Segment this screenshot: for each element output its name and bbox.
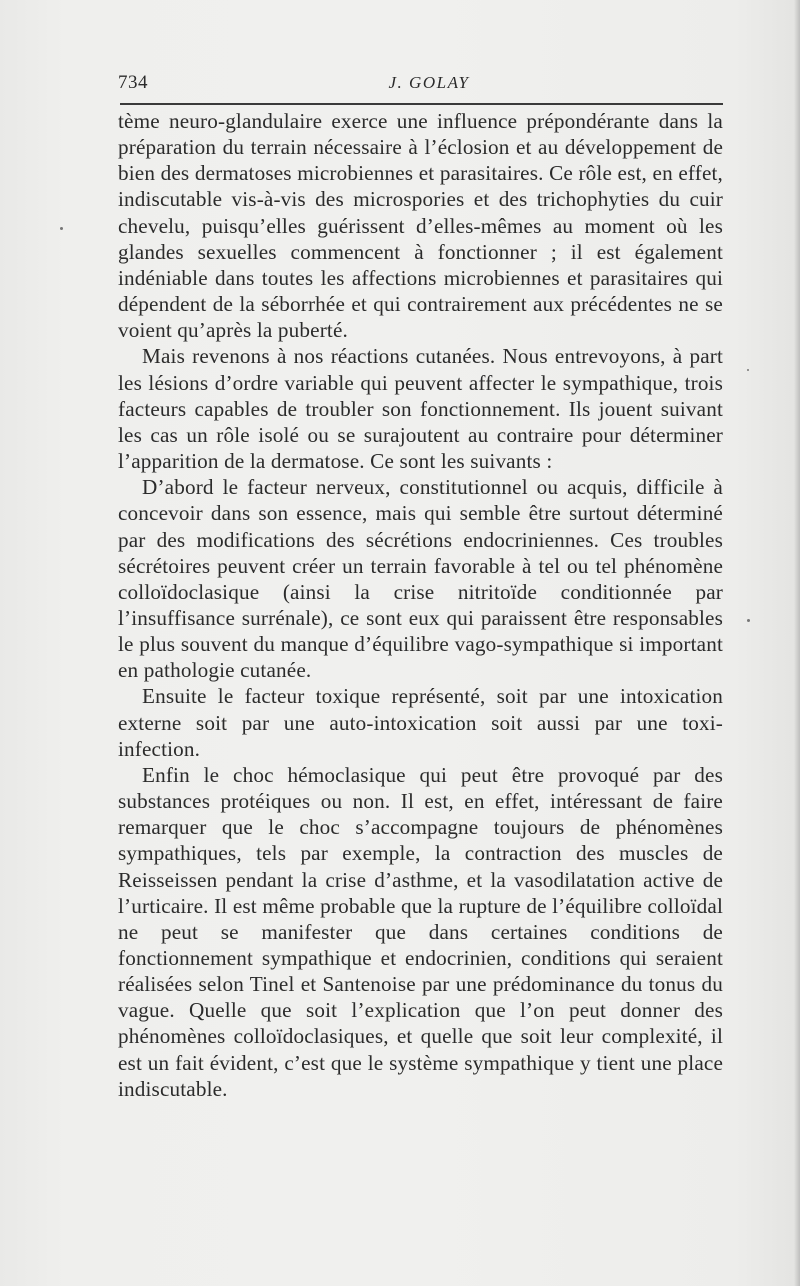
header-rule [120, 103, 723, 105]
paper-speck [747, 369, 749, 371]
paragraph-continuation: tème neuro-glandulaire exerce une influence prépondérante dans la préparation du terrain nécessaire à l’éclosion et au développement de bien des dermatoses microbiennes et parasitaires. Ce rôle est, en effet, indiscutable vis-à-vis des microspories et des trichophyties du cuir chevelu, puisqu’elles guérissent d’elles-mêmes au moment où les glandes sexuelles commencent à fonctionner ; il est également indéniable dans toutes les affections microbiennes et parasitaires qui dépendent de la séborrhée et qui contrairement aux précédentes ne se voient qu’après la puberté. [118, 109, 723, 343]
running-head: J. GOLAY [388, 73, 470, 92]
body-text [118, 108, 723, 1102]
paragraph-facteur-nerveux: D’abord le facteur nerveux, constitutionnel ou acquis, difficile à concevoir dans son essence, mais qui semble être surtout déterminé par des modifications des sécrétions endocriniennes. Ces troubles sécrétoires peuvent créer un terrain favorable à tel ou tel phénomène colloïdoclasique (ainsi la crise nitritoïde conditionnée par l’insuffisance surrénale), ce sont eux qui paraissent être responsables le plus souvent du manque d’équilibre vago-sympathique si important en pathologie cutanée. [118, 475, 723, 683]
paper-speck [60, 227, 63, 230]
paragraph-choc-hemoclasique: Enfin le choc hémoclasique qui peut être provoqué par des substances protéiques ou non. Il est, en effet, intéressant de faire remarquer que le choc s’accompagne toujours de phénomènes sympathiques, tels par exemple, la contraction des muscles de Reisseissen pendant la crise d’asthme, et la vasodilatation active de l’urticaire. Il est même probable que la rupture de l’équilibre colloïdal ne peut se manifester que dans certaines conditions de fonctionnement sympathique et endocrinien, conditions qui seraient réalisées selon Tinel et Santenoise par une prédominance du tonus du vague. Quelle que soit l’explication que l’on peut donner des phénomènes colloïdoclasiques, et quelle que soit leur complexité, il est un fait évident, c’est que le système sympathique y tient une place indiscutable. [118, 762, 723, 1101]
paragraph-facteur-toxique: Ensuite le facteur toxique représenté, soit par une intoxication externe soit par une auto-intoxication soit aussi par une toxi-infection. [118, 684, 723, 761]
page-edge-shadow [794, 0, 800, 1286]
paragraph-reactions-cutanees: Mais revenons à nos réactions cutanées. Nous entrevoyons, à part les lésions d’ordre variable qui peuvent affecter le sympathique, trois facteurs capables de troubler son fonctionnement. Ils jouent suivant les cas un rôle isolé ou se surajoutent au contraire pour déterminer l’apparition de la dermatose. Ce sont les suivants : [118, 344, 723, 474]
paper-speck [747, 619, 750, 622]
page-number: 734 [118, 72, 148, 93]
page-header [118, 70, 722, 98]
